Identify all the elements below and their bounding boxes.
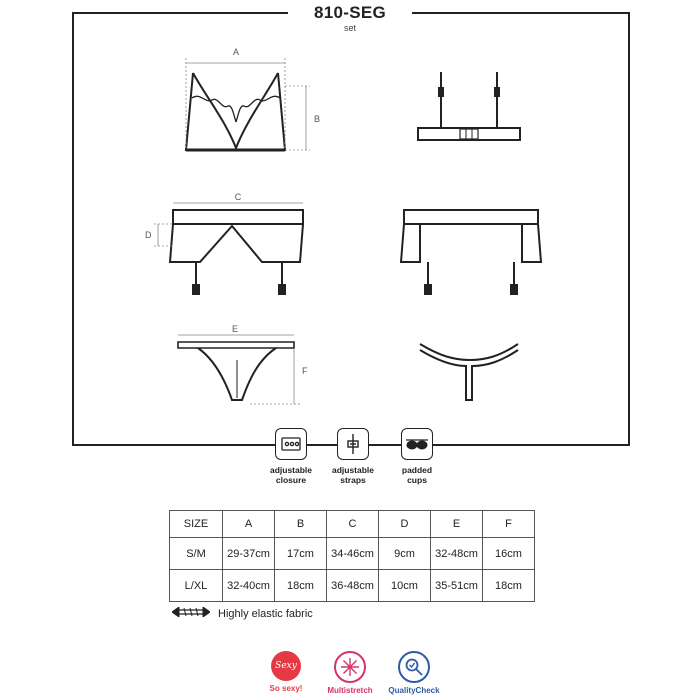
size-cell: 36-48cm: [327, 570, 379, 602]
badge-quality-check: [374, 651, 454, 695]
size-cell: 16cm: [483, 538, 535, 570]
size-table-header: A: [223, 511, 275, 538]
size-cell: L/XL: [170, 570, 223, 602]
size-cell: 29-37cm: [223, 538, 275, 570]
multistretch-badge-icon: [334, 651, 366, 683]
feature-label: adjustable straps: [331, 465, 375, 485]
double-arrow-icon: [172, 607, 210, 620]
size-cell: 35-51cm: [431, 570, 483, 602]
size-cell: 34-46cm: [327, 538, 379, 570]
measure-label-f: F: [302, 366, 308, 376]
measure-label-e: E: [231, 324, 239, 334]
hook-closure-icon: [275, 428, 307, 460]
padded-bra-icon: [401, 428, 433, 460]
size-table: [169, 510, 535, 602]
size-table-header: E: [431, 511, 483, 538]
measure-label-b: B: [314, 114, 321, 124]
bra-back-drawing: [418, 72, 520, 140]
feature-adjustable-straps: [318, 428, 388, 485]
size-cell: 17cm: [275, 538, 327, 570]
thong-front-drawing: [178, 342, 294, 400]
feature-padded-cups: [382, 428, 452, 485]
badge-label: So sexy!: [269, 684, 303, 693]
garter-belt-front-drawing: [170, 210, 303, 294]
measure-label-c: C: [234, 192, 242, 202]
size-table-header-row: [170, 511, 535, 538]
size-cell: 32-48cm: [431, 538, 483, 570]
size-cell: 18cm: [483, 570, 535, 602]
thong-back-drawing: [420, 344, 518, 400]
strap-slider-icon: [337, 428, 369, 460]
table-row: [170, 570, 535, 602]
feature-label: padded cups: [401, 465, 433, 485]
product-code: 810-SEG: [313, 3, 387, 22]
badge-label: Multistretch: [327, 686, 373, 695]
size-table-header: F: [483, 511, 535, 538]
garter-belt-back-drawing: [401, 210, 541, 294]
size-cell: S/M: [170, 538, 223, 570]
measure-label-a: A: [232, 47, 240, 57]
size-cell: 32-40cm: [223, 570, 275, 602]
feature-adjustable-closure: [256, 428, 326, 485]
table-row: [170, 538, 535, 570]
quality-check-badge-icon: [398, 651, 430, 683]
size-table-header: D: [379, 511, 431, 538]
feature-label: adjustable closure: [269, 465, 313, 485]
size-cell: 10cm: [379, 570, 431, 602]
size-table-header: C: [327, 511, 379, 538]
product-type: set: [343, 23, 356, 33]
bra-front-drawing: [186, 73, 285, 150]
sexy-badge-icon: [271, 651, 301, 681]
badge-label: QualityCheck: [388, 686, 440, 695]
size-cell: 9cm: [379, 538, 431, 570]
badge-icon-text: Sexy: [275, 661, 297, 671]
size-table-header: B: [275, 511, 327, 538]
fabric-note: [172, 607, 313, 620]
measure-label-d: D: [145, 230, 152, 240]
size-cell: 18cm: [275, 570, 327, 602]
fabric-note-text: Highly elastic fabric: [218, 607, 313, 620]
size-table-header: SIZE: [170, 511, 223, 538]
